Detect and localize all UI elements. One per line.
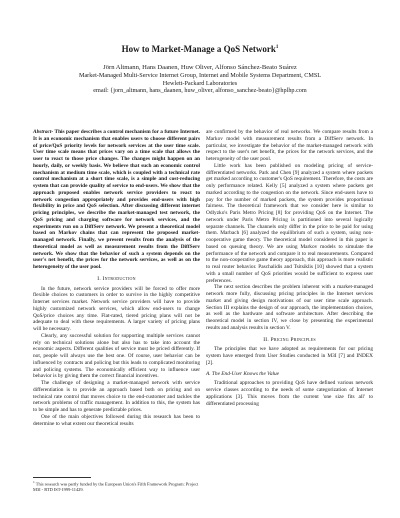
left-column <box>33 129 200 427</box>
pricing-principles-paragraph: The principles that we have adopted as requirements for our pricing system have emerged from User Studies conducted in M3I [7] and INDEX [2]. <box>206 346 373 366</box>
right-column <box>206 129 373 407</box>
footnote-divider <box>33 477 91 478</box>
outline-paragraph: The next section describes the problem inherent with a market-managed network more fully, discussing pricing principles in the Internet services market and giving design motivations of our user time scale approach. Section III explains the design of our approach, the implementation choices, as well as the hardware and software architecture. After describing the theoretical model in section IV, we close by presenting the experimental results and analysis results in section V. <box>206 284 373 331</box>
paper-title <box>0 44 400 54</box>
section-heading-introduction: I. Introduction <box>97 275 136 282</box>
related-work-paragraph: Little work has been published on modeling pricing of service-differentiated networks. Park and Chen [9] analyzed a system where packets get marked according to customer's QoS requirement. Therefore, the costs are only performance related. Kelly [5] analyzed a system where packets get marked according to the congestion on the network. Since end-users have to pay for the number of marked packets, the system provides proportional fairness. The theoretical framework that we consider here is similar to Odlyzko's Paris Metro Pricing [8] for providing QoS on the Internet. The network under Paris Metro Pricing is partitioned into several logically separate channels. The channels only differ in the price to be paid for using them. Marbach [6] analyzed the equilibrium of such a system, using non-cooperative game theory. The theoretical model considered in this paper is based on queuing theory. We are using Markov models to simulate the performance of the network and compare it to real measurements. Compared to the non-cooperative game theory approach, this approach is more realistic to real router behavior. Paschalidis and Tsitsiklis [10] showed that a system with a small number of QoS priorities would be sufficient to express user preferences. <box>206 162 373 284</box>
footnote-mark: 1 <box>33 480 35 484</box>
title-footnote-mark: 1 <box>275 45 279 50</box>
affiliation-lab: Hewlett-Packard Laboratories <box>162 79 238 87</box>
author-block <box>0 64 400 95</box>
subsection-heading-end-user-value: A. The End-User Knows the Value <box>206 370 280 377</box>
intro-paragraph-4: One of the main objectives followed during this research has been to determine to what extent our theoretical results <box>33 413 200 427</box>
author-names: Jörn Altmann, Hans Daanen, Huw Oliver, Alfonso Sánchez-Beato Suárez <box>103 64 297 71</box>
abstract-body: This paper describes a control mechanism for a future Internet. It is an economic mechanism that enables users to choose different pairs of price/QoS priority levels for network services at the user time scale. User time scale means that prices vary on a time scale that allows the user to react to those price changes. The changes might happen on an hourly, daily, or weekly basis. We believe that such an economic control mechanism at medium time scale, which is coupled with a technical rate control mechanism at a short time scale, is a simple and cost-reducing system that can provide quality of service to end-users. We show that the approach proposed enables network service providers to react to network congestion appropriately and provides end-users with high flexibility in price and QoS selection. After discussing different internet pricing principles, we describe the market-managed test network, the QoS pricing and charging software for network services, and the experiments run on a DiffServ network. We present a theoretical model based on Markov chains that can represent the proposed market-managed network. Finally, we present results from the analysis of the theoretical model as well as measurement results from the DiffServ network. We show that the behavior of such a system depends on the user's net benefit, the prices for the network services, as well as on the heterogeneity of the user pool. <box>33 129 200 270</box>
abstract-label: Abstract- <box>33 129 54 135</box>
intro-paragraph-2: Clearly, any successful solution for supporting multiple services cannot rely on technical solutions alone but also has to take into account the economic aspects. Different qualities of service must be priced differently. If not, people will always use the best one. Of course, user behavior can be influenced by contracts and policing but this leads to complicated monitoring and policing systems. The economically efficient way to influence user behavior is by giving them the correct financial incentives. <box>33 332 200 380</box>
title-text: How to Market-Manage a QoS Network <box>121 44 276 54</box>
end-user-value-paragraph: Traditional approaches to providing QoS have defined various network service classes according to the needs of some categorization of Internet applications [3]. This moves from the current 'one size fits all' to differentiated processing <box>206 380 373 407</box>
intro-paragraph-3: The challenge of designing a market-managed network with service differentiation is to provide an approach based both on pricing and on technical rate control that moves choice to the end-customer and tackles the network problems of traffic management. In addition to this, the system has to be simple and has to generate predictable prices. <box>33 380 200 413</box>
footnote-text: This research was partly funded by the European Union's Fifth Framework Program: Project M3I - RTD IST-1999-11429. <box>33 481 199 493</box>
intro-continued-paragraph: are confirmed by the behavior of real networks. We compare results from a Markov model with measurement results from a DiffServ network. In particular, we investigate the behavior of the market-managed network with respect to the user's net benefit, the prices for the network services, and the heterogeneity of the user pool. <box>206 129 373 162</box>
section-heading-pricing-principles: II. Pricing Principles <box>263 336 316 343</box>
intro-paragraph-1: In the future, network service providers will be forced to offer more flexible choices to customers in order to survive in the highly competitive Internet services market. Network service providers will have to provide highly customized network services, which allow end-users to change QoS/price choices any time. Flat-rated, tiered pricing plans will not be adequate to deal with these requirements. A larger variety of pricing plans will be necessary. <box>33 285 200 332</box>
abstract <box>33 129 200 271</box>
funding-footnote <box>33 480 200 493</box>
author-email: email: {jorn_altmann, hans_daanen, huw_oliver, alfonso_sanchez-beato}@hplhp.com <box>93 87 307 95</box>
affiliation-department: Market-Managed Multi-Service Internet Group, Internet and Mobile Systems Department, CMSL <box>78 72 322 80</box>
